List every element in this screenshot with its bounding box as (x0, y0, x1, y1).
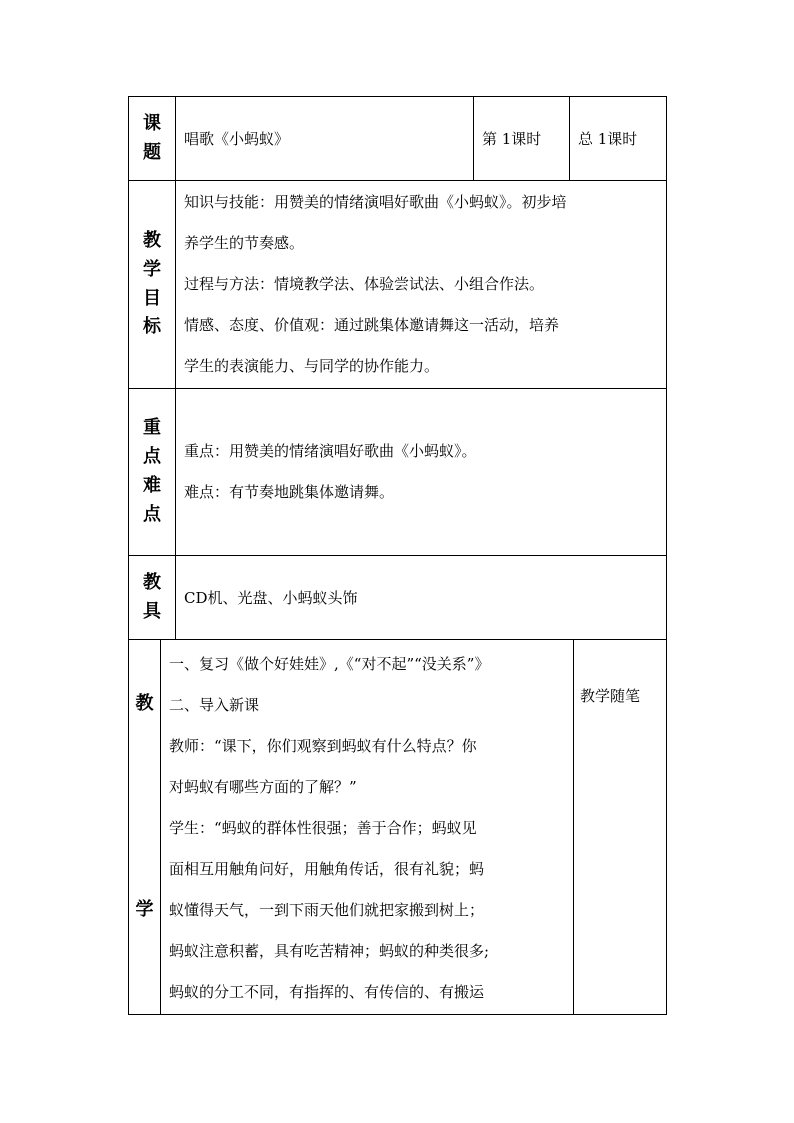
teaching-line: 面相互用触角问好，用触角传话，很有礼貌；蚂 (169, 860, 485, 878)
objectives-row (129, 181, 667, 389)
objective-line: 情感、态度、价值观：通过跳集体邀请舞这一活动，培养 (184, 316, 560, 334)
teaching-label-top: 教 (135, 693, 154, 714)
teaching-notes-label: 教学随笔 (580, 687, 641, 705)
teaching-notes (574, 640, 667, 1015)
key-points-row (129, 389, 667, 556)
teaching-row (129, 640, 667, 1015)
title-row (129, 97, 667, 181)
key-point-line: 重点：用赞美的情绪演唱好歌曲《小蚂蚁》。 (184, 442, 477, 460)
key-points-content (176, 389, 667, 556)
objectives-label: 教 学 目 标 (129, 181, 176, 389)
teaching-content (161, 640, 574, 1015)
tools-row (129, 556, 667, 640)
objectives-content (176, 181, 667, 389)
lesson-info-table (128, 96, 667, 640)
teaching-line: 蚁懂得天气，一到下雨天他们就把家搬到树上； (169, 901, 485, 919)
teaching-line: 对蚂蚁有哪些方面的了解？” (169, 778, 357, 796)
lesson-period: 第 1课时 (474, 97, 570, 181)
objective-line: 过程与方法：情境教学法、体验尝试法、小组合作法。 (184, 275, 545, 293)
teaching-line: 教师：“课下，你们观察到蚂蚁有什么特点？你 (169, 737, 477, 755)
teaching-line: 一、复习《做个好娃娃》,《“对不起”“没关系”》 (169, 655, 490, 673)
objective-line: 知识与技能：用赞美的情绪演唱好歌曲《小蚂蚁》。初步培 (184, 193, 567, 211)
teaching-label (129, 640, 161, 1015)
key-point-line: 难点：有节奏地跳集体邀请舞。 (184, 483, 395, 501)
lesson-title: 唱歌《小蚂蚁》 (176, 97, 474, 181)
title-label: 课 题 (129, 97, 176, 181)
lesson-total: 总 1课时 (570, 97, 667, 181)
objective-line: 学生的表演能力、与同学的协作能力。 (184, 357, 440, 375)
teaching-process-table (128, 639, 667, 1015)
objective-line: 养学生的节奏感。 (184, 234, 305, 252)
teaching-line: 学生：“蚂蚁的群体性很强；善于合作；蚂蚁见 (169, 819, 477, 837)
tools-label: 教 具 (129, 556, 176, 640)
teaching-line: 蚂蚁的分工不同，有指挥的、有传信的、有搬运 (169, 983, 485, 1001)
teaching-line: 蚂蚁注意积蓄，具有吃苦精神；蚂蚁的种类很多; (169, 942, 490, 960)
teaching-line: 二、导入新课 (169, 696, 260, 714)
teaching-label-bottom: 学 (135, 899, 154, 920)
key-points-label: 重 点 难 点 (129, 389, 176, 556)
tools-content: CD机、光盘、小蚂蚁头饰 (176, 556, 667, 640)
